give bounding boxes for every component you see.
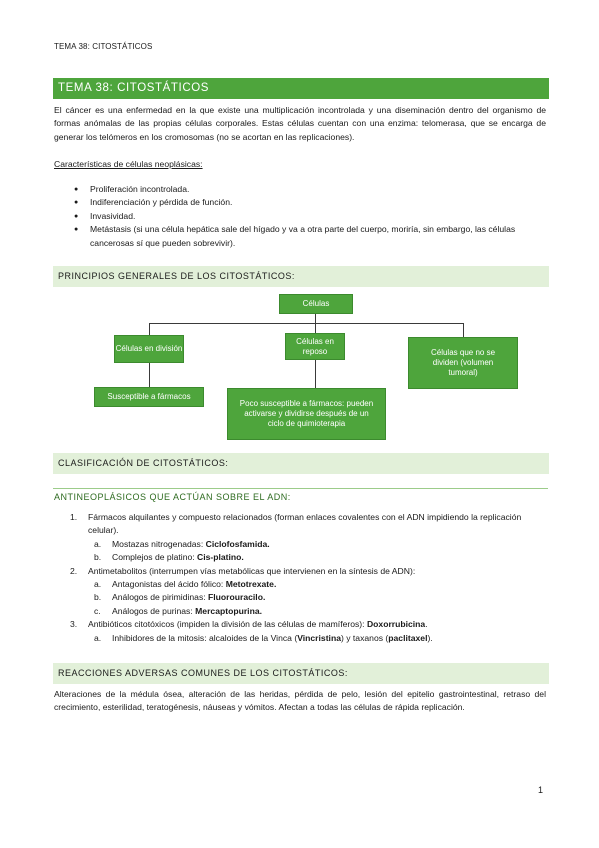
item-text: Antimetabolitos (interrumpen vías metabólicas que intervienen en la síntesis de ADN): [88,565,416,576]
list-item [70,565,548,578]
diagram-dividing-box [114,335,184,363]
list-subitem [70,551,548,564]
diagram-resting-note: Poco susceptible a fármacos: pueden activarse y dividirse después de un ciclo de quimioterapia [239,399,374,428]
connector-line [463,323,464,337]
item-text: Análogos de purinas: [112,605,196,616]
classification-subheading: ANTINEOPLÁSICOS QUE ACTÚAN SOBRE EL ADN: [54,492,291,502]
item-text: Análogos de pirimidinas: [112,592,209,603]
item-letter: a. [94,579,102,590]
connector-line [149,323,150,335]
page-title: TEMA 38: CITOSTÁTICOS [53,78,549,99]
diagram-root-label: Células [302,299,330,308]
drug-name: Ciclofosfamida. [205,538,270,549]
item-text: ). [427,632,433,643]
diagram-resting-box [285,333,345,360]
list-item: ● Metástasis (si una célula hepática sale del hígado y va a otra parte del cuerpo, moriría, sin embargo, las células cancerosas sí que pueden sobrevivir). [74,223,546,250]
item-text: ) y taxanos ( [340,632,389,643]
diagram-non-dividing-box [408,337,518,389]
list-item: ● Indiferenciación y pérdida de función. [74,196,546,209]
diagram-dividing-note-box [94,387,204,407]
characteristics-list [74,183,546,250]
drug-name: Mercaptopurina. [195,605,262,616]
connector-line [315,360,316,388]
classification-heading: CLASIFICACIÓN DE CITOSTÁTICOS: [53,453,549,474]
item-number: 1. [70,512,78,522]
item-text: Complejos de platino: [112,552,198,563]
list-item: ● Invasividad. [74,210,546,223]
item-number: 2. [70,565,78,576]
running-header: TEMA 38: CITOSTÁTICOS [54,42,153,51]
diagram-root-box [279,294,353,314]
list-subitem [70,632,548,645]
item-text: Antibióticos citotóxicos (impiden la división de las células de mamíferos): [88,619,367,630]
page-number: 1 [538,785,544,795]
item-text: Inhibidores de la mitosis: alcaloides de la Vinca ( [112,632,298,643]
item-letter: b. [94,552,102,563]
list-subitem [70,538,548,551]
drug-name: Metotrexate. [225,579,277,590]
connector-line [315,323,316,333]
item-text: . [425,619,428,630]
diagram-dividing-note: Susceptible a fármacos [107,392,191,401]
item-letter: b. [94,592,102,603]
item-letter: a. [94,538,102,549]
list-item [70,618,548,631]
intro-paragraph: El cáncer es una enfermedad en la que existe una multiplicación incontrolada y una diseminación dentro del organismo de formas anómalas de las propias células corporales. Estas células cuentan con una enzima: telomerasa, que se encarga de generar los telómeros en los cromosomas (no se acortan en las replicaciones). [54,105,546,142]
drug-name: Doxorrubicina [366,619,426,630]
connector-line [149,363,150,387]
drug-name: Cis-platino. [197,552,244,563]
item-text: Antagonistas del ácido fólico: [112,579,226,590]
diagram-resting-label: Células en reposo [296,336,334,356]
diagram-resting-note-box [227,388,386,440]
drug-name: Vincristina [297,632,341,643]
item-letter: c. [94,605,101,616]
list-subitem [70,591,548,604]
item-text: Mostazas nitrogenadas: [112,538,206,549]
list-subitem [70,605,548,618]
item-number: 3. [70,619,78,630]
item-letter: a. [94,632,102,643]
drug-name: Fluorouracilo. [208,592,266,603]
diagram-dividing-label: Células en división [115,344,183,353]
connector-line [149,323,463,324]
adverse-heading: REACCIONES ADVERSAS COMUNES DE LOS CITOSTÁTICOS: [53,663,549,684]
list-item: ● Proliferación incontrolada. [74,183,546,196]
subheading-rule [53,488,548,489]
diagram-non-dividing-label: Células que no se dividen (volumen tumoral) [430,348,496,377]
list-item [70,511,548,538]
principles-heading: PRINCIPIOS GENERALES DE LOS CITOSTÁTICOS: [53,266,549,287]
item-text: Fármacos alquilantes y compuesto relacionados (forman enlaces covalentes con el ADN impidiendo la replicación celular). [88,512,522,536]
drug-name: paclitaxel [388,632,428,643]
characteristics-heading: Características de células neoplásicas: [54,159,203,169]
classification-list [70,511,548,645]
list-subitem [70,578,548,591]
adverse-paragraph: Alteraciones de la médula ósea, alteración de las heridas, pérdida de pelo, lesión del epitelio gastrointestinal, retraso del crecimiento, esterilidad, teratogénesis, náuseas y vómitos. Afectan a todas las células de rápida replicación. [54,689,546,713]
